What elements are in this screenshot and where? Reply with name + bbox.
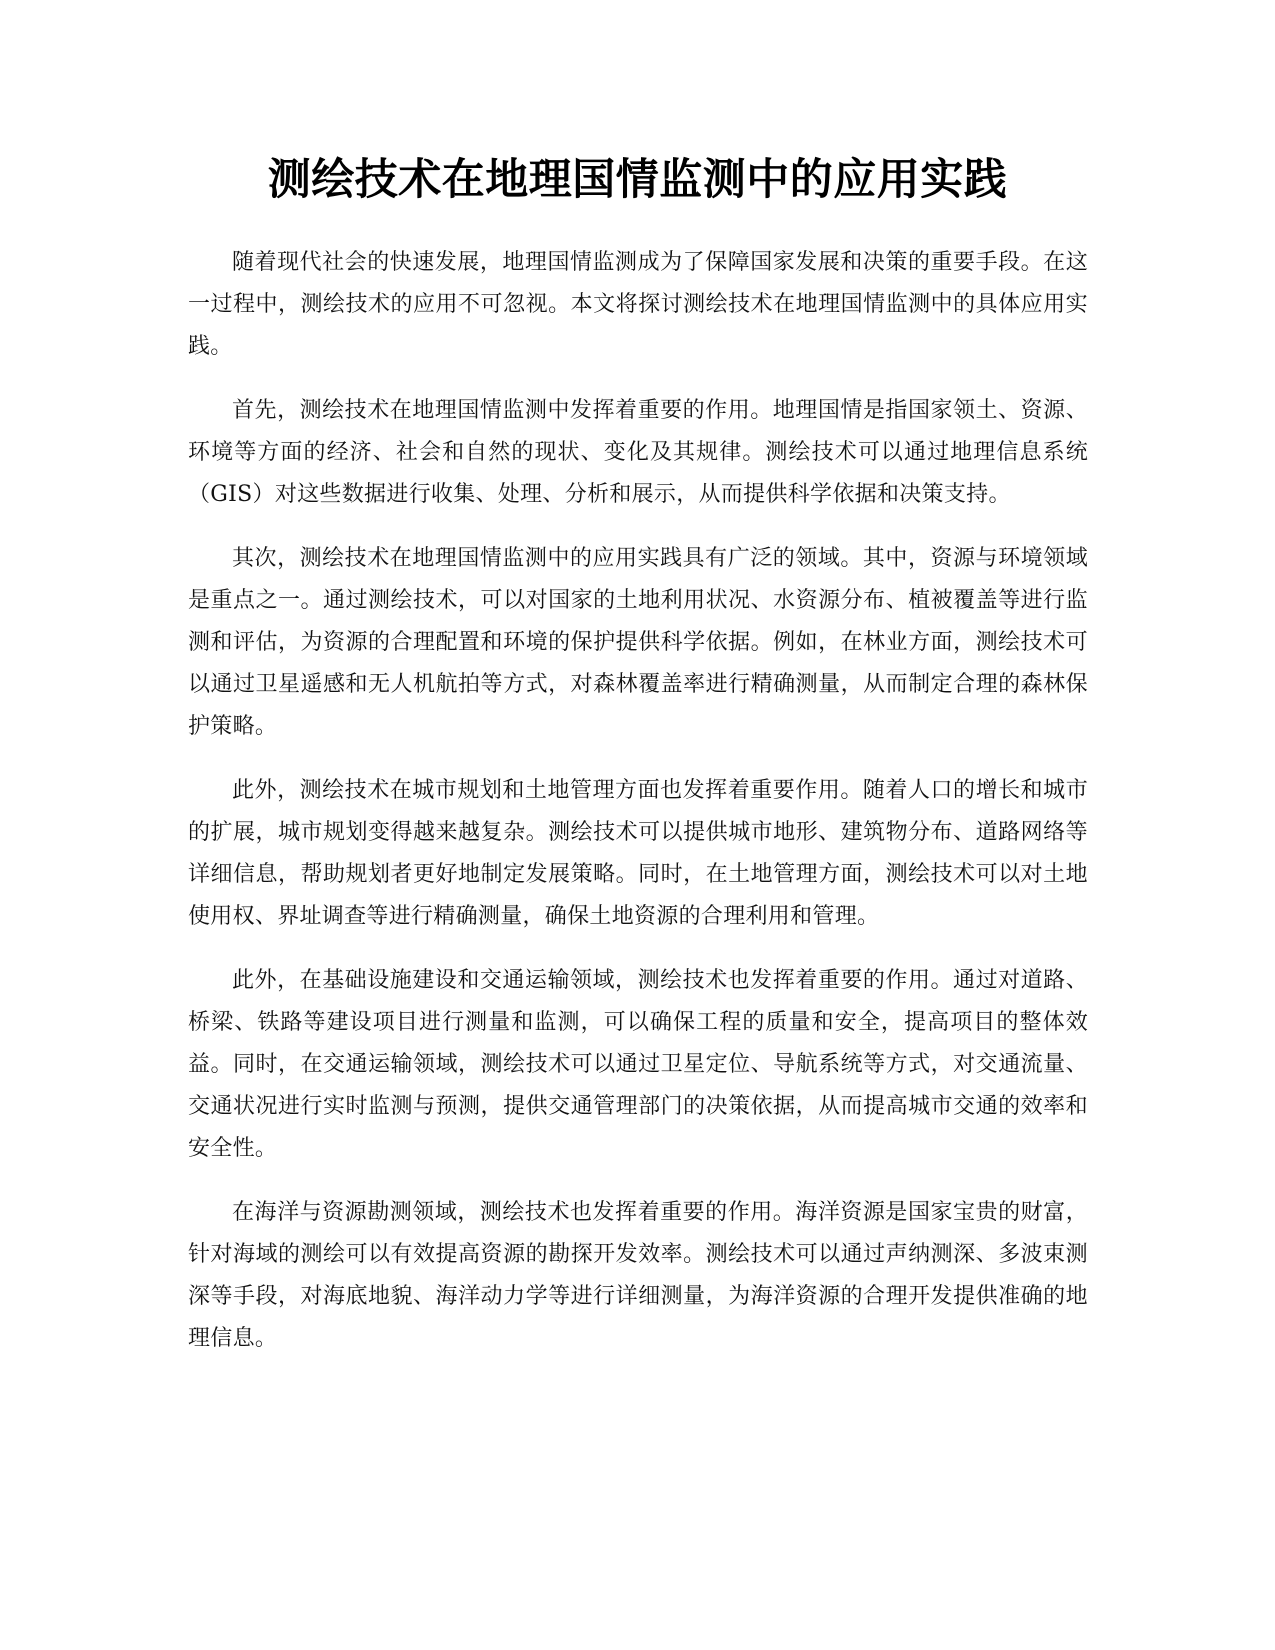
paragraph-intro: 随着现代社会的快速发展，地理国情监测成为了保障国家发展和决策的重要手段。在这一过程中，测绘技术的应用不可忽视。本文将探讨测绘技术在地理国情监测中的具体应用实践。 [188, 250, 1088, 359]
paragraph-ocean: 在海洋与资源勘测领域，测绘技术也发挥着重要的作用。海洋资源是国家宝贵的财富，针对海域的测绘可以有效提高资源的勘探开发效率。测绘技术可以通过声纳测深、多波束测深等手段，对海底地貌、海洋动力学等进行详细测量，为海洋资源的合理开发提供准确的地理信息。 [188, 1200, 1088, 1351]
document-title: 测绘技术在地理国情监测中的应用实践 [267, 155, 1008, 205]
paragraph-infrastructure: 此外，在基础设施建设和交通运输领域，测绘技术也发挥着重要的作用。通过对道路、桥梁、铁路等建设项目进行测量和监测，可以确保工程的质量和安全，提高项目的整体效益。同时，在交通运输领域，测绘技术可以通过卫星定位、导航系统等方式，对交通流量、交通状况进行实时监测与预测，提供交通管理部门的决策依据，从而提高城市交通的效率和安全性。 [188, 968, 1088, 1161]
paragraph-first: 首先，测绘技术在地理国情监测中发挥着重要的作用。地理国情是指国家领土、资源、环境等方面的经济、社会和自然的现状、变化及其规律。测绘技术可以通过地理信息系统（GIS）对这些数据进行收集、处理、分析和展示，从而提供科学依据和决策支持。 [188, 398, 1088, 507]
document-body [188, 242, 1088, 1382]
paragraph-second: 其次，测绘技术在地理国情监测中的应用实践具有广泛的领域。其中，资源与环境领域是重点之一。通过测绘技术，可以对国家的土地利用状况、水资源分布、植被覆盖等进行监测和评估，为资源的合理配置和环境的保护提供科学依据。例如，在林业方面，测绘技术可以通过卫星遥感和无人机航拍等方式，对森林覆盖率进行精确测量，从而制定合理的森林保护策略。 [188, 546, 1088, 739]
paragraph-urban-planning: 此外，测绘技术在城市规划和土地管理方面也发挥着重要作用。随着人口的增长和城市的扩展，城市规划变得越来越复杂。测绘技术可以提供城市地形、建筑物分布、道路网络等详细信息，帮助规划者更好地制定发展策略。同时，在土地管理方面，测绘技术可以对土地使用权、界址调查等进行精确测量，确保土地资源的合理利用和管理。 [188, 778, 1088, 929]
